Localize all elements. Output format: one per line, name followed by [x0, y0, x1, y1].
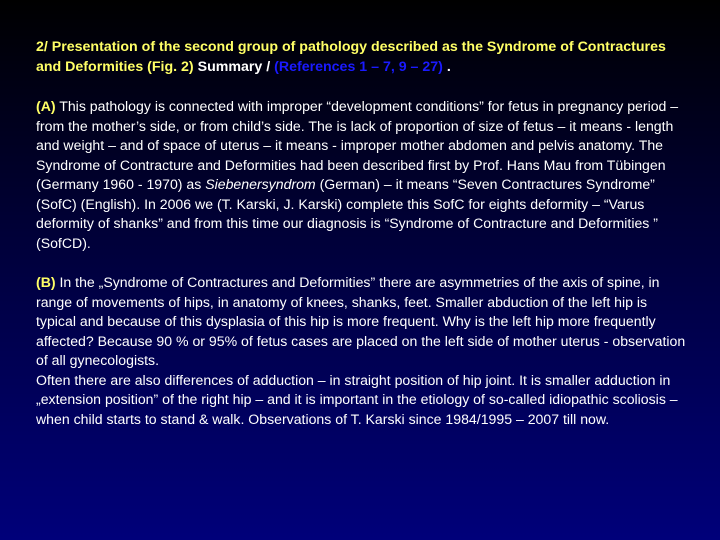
spacer	[36, 77, 686, 97]
title-references: (References 1 – 7, 9 – 27)	[274, 58, 443, 75]
section-a-italic-term: Siebenersyndrom	[205, 176, 316, 192]
section-b-paragraph	[36, 273, 686, 371]
section-a-paragraph	[36, 97, 686, 253]
slide-title	[36, 38, 686, 77]
section-a-text-2: (German) – it means “Seven Contractures Syndrome” (SofC) (English). In 2006 we (T. Karski, J. Karski) complete this SofC for eights deformity – “Varus deformity of shanks” and from this time our diagnosis is “Syndrome of Contracture and Deformities ” (SofCD).	[36, 176, 658, 251]
slide-content	[36, 38, 686, 429]
section-a-tag: (A)	[36, 98, 56, 114]
title-summary: Summary /	[197, 58, 271, 75]
spacer	[36, 253, 686, 273]
title-lead: 2/ Presentation of the second group of pathology described as the Syndrome of Contractures and Deformities (Fig. 2)	[36, 39, 666, 75]
title-end: .	[446, 58, 451, 75]
section-b-tag: (B)	[36, 274, 56, 290]
section-a-text-1: This pathology is connected with improper “development conditions” for fetus in pregnancy period – from the mother’s side, or from child’s side. The is lack of proportion of size of fetus – it means - length and weight – and of space of uterus – it means - improper mother abdomen and pelvis anatomy. The Syndrome of Contracture and Deformities had been described first by Prof. Hans Mau from Tübingen (Germany 1960 - 1970) as	[36, 98, 679, 192]
section-b-paragraph-2: Often there are also differences of adduction – in straight position of hip joint. It is smaller adduction in „extension position” of the right hip – and it is important in the etiology of so-called idiopathic scoliosis – when child starts to stand & walk. Observations of T. Karski since 1984/1995 – 2007 till now.	[36, 371, 678, 427]
section-b-text-1: In the „Syndrome of Contractures and Deformities” there are asymmetries of the axis of spine, in range of movements of hips, in anatomy of knees, shanks, feet. Smaller abduction of the left hip is typical and because of this dysplasia of this hip is more frequent. Why is the left hip more frequently affected? Because 90 % or 95% of fetus cases are placed on the left side of mother uterus - observation of all gynecologists.	[36, 274, 686, 368]
